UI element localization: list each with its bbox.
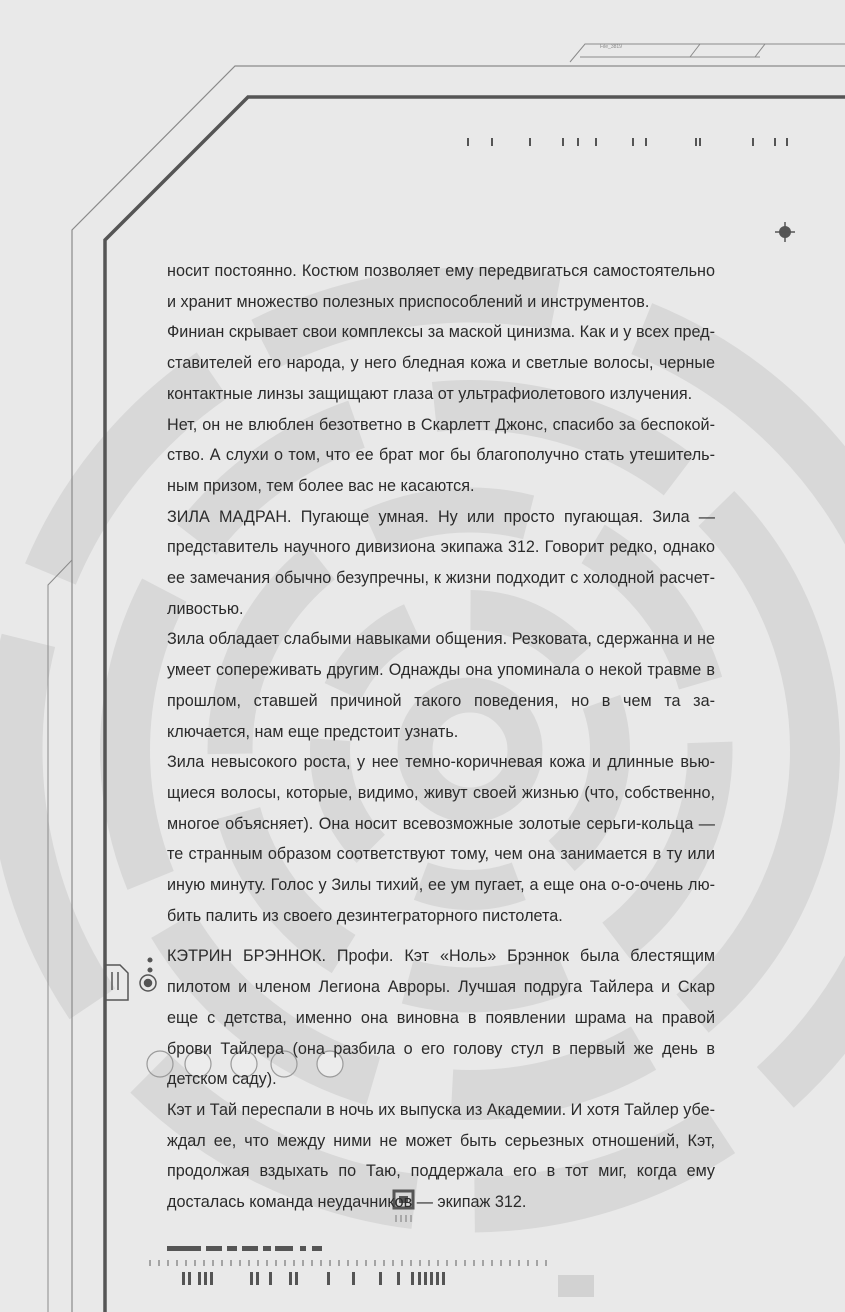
paragraph: Финиан скрывает свои комплексы за маской цинизма. Как и у всех представителей его народа, у него бледная кожа и светлые волосы, черные контактные линзы защищают глаза от ультрафиолетового излучения. [167,323,715,403]
paragraph: КЭТРИН БРЭННОК. Профи. Кэт «Ноль» Брэннок была блестящим пилотом и членом Легиона Авроры. Лучшая подруга Тайлера и Скар еще с детства, именно она виновна в появлении шрама на правой брови Тайлера (она разбила о его голову стул в первый же день в детском саду). [167,947,715,1089]
side-gadget-icon [105,958,156,1000]
barcode-top [167,1246,322,1251]
file-tag-divider-2 [755,44,765,57]
bottom-gray-block [558,1275,594,1297]
paragraph: носит постоянно. Костюм позволяет ему передвигаться самостоятельно и хранит множество полезных приспособлений и инструментов. [167,262,715,311]
paragraph: ЗИЛА МАДРАН. Пугающе умная. Ну или просто пугающая. Зила — представитель научного дивизиона экипажа 312. Говорит редко, однако ее замечания обычно безупречны, к жизни подходит с холодной расчетливостью. [167,507,715,618]
top-ticks [468,138,787,146]
paragraph: Зила обладает слабыми навыками общения. Резковата, сдержанна и не умеет сопереживать другим. Однажды она упоминала о некой травме в прошлом, ставшей причиной такого поведения, но в чем та заключается, нам еще предстоит узнать. [167,630,715,741]
body-text [167,256,715,1218]
barcode-bottom [182,1272,445,1285]
paragraph: Кэт и Тай переспали в ночь их выпуска из Академии. И хотя Тайлер убеждал ее, что между ними не может быть серьезных отношений, Кэт, продолжая вздыхать по Таю, поддержала его в тот миг, когда ему досталась команда неудачников — экипаж 312. [167,1100,715,1212]
paragraph: Зила невысокого роста, у нее темно-коричневая кожа и длинные вьющиеся волосы, которые, видимо, живут своей жизнью (что, собственно, многое объясняет). Она носит всевозможные золотые серьги-кольца — те странным образом соответствуют тому, чем она занимается в ту или иную минуту. Голос у Зилы тихий, ее ум пугает, а еще она о-о-очень любить палить из своего дезинтеграторного пистолета. [167,753,715,925]
paragraph: Нет, он не влюблен безответно в Скарлетт Джонс, спасибо за беспокойство. А слухи о том, что ее брат мог бы благополучно стать утешительным призом, тем более вас не касаются. [167,415,715,495]
barcode-ticks [150,1260,546,1266]
file-tag: File_3819 [600,44,622,50]
file-tag-divider [690,44,700,57]
target-marker-icon [775,222,795,242]
